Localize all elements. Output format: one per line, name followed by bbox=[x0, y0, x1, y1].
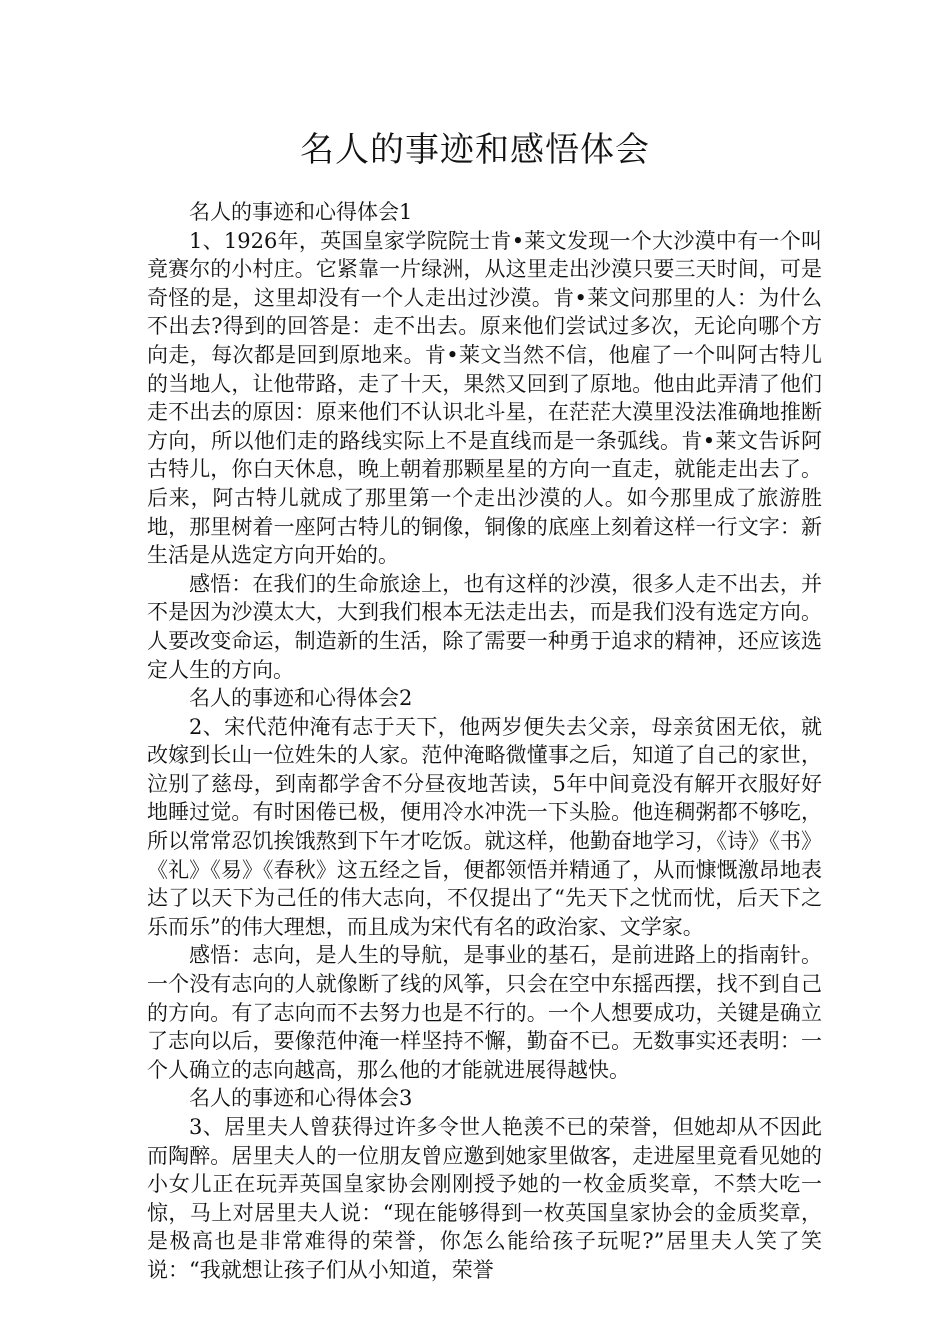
story-paragraph-2: 2、宋代范仲淹有志于天下，他两岁便失去父亲，母亲贫困无依，就改嫁到长山一位姓朱的人家。范仲淹略微懂事之后，知道了自己的家世，泣别了慈母，到南都学舍不分昼夜地苦读，5年中间竟没有解开衣服好好地睡过觉。有时困倦已极，便用冷水冲洗一下头脸。他连稠粥都不够吃，所以常常忍饥挨饿熬到下午才吃饭。就这样，他勤奋地学习，《诗》《书》《礼》《易》《春秋》这五经之旨，便都领悟并精通了，从而慷慨激昂地表达了以天下为己任的伟大志向，不仅提出了“先天下之忧而忧，后天下之乐而乐”的伟大理想，而且成为宋代有名的政治家、文学家。 bbox=[147, 714, 822, 939]
insight-paragraph-2: 感悟：志向，是人生的导航，是事业的基石，是前进路上的指南针。一个没有志向的人就像断了线的风筝，只会在空中东摇西摆，找不到自己的方向。有了志向而不去努力也是不行的。一个人想要成功，关键是确立了志向以后，要像范仲淹一样坚持不懈，勤奋不已。无数事实还表明：一个人确立的志向越高，那么他的才能就进展得越快。 bbox=[147, 943, 822, 1082]
document-title: 名人的事迹和感悟体会 bbox=[300, 130, 650, 170]
section-heading-1: 名人的事迹和心得体会1 bbox=[189, 200, 413, 224]
story-paragraph-3: 3、居里夫人曾获得过许多令世人艳羡不已的荣誉，但她却从不因此而陶醉。居里夫人的一位朋友曾应邀到她家里做客，走进屋里竟看见她的小女儿正在玩弄英国皇家协会刚刚授予她的一枚金质奖章，不禁大吃一惊，马上对居里夫人说：“现在能够得到一枚英国皇家协会的金质奖章，是极高也是非常难得的荣誉，你怎么能给孩子玩呢?”居里夫人笑了笑说：“我就想让孩子们从小知道，荣誉 bbox=[147, 1115, 822, 1282]
section-heading-2: 名人的事迹和心得体会2 bbox=[189, 686, 413, 711]
document-body bbox=[147, 198, 822, 1285]
story-paragraph-1: 1、1926年，英国皇家学院院士肯•莱文发现一个大沙漠中有一个叫竟赛尔的小村庄。它紧靠一片绿洲，从这里走出沙漠只要三天时间，可是奇怪的是，这里却没有一个人走出过沙漠。肯•莱文问那里的人：为什么不出去?得到的回答是：走不出去。原来他们尝试过多次，无论向哪个方向走，每次都是回到原地来。肯•莱文当然不信，他雇了一个叫阿古特儿的当地人，让他带路，走了十天，果然又回到了原地。他由此弄清了他们走不出去的原因：原来他们不认识北斗星，在茫茫大漠里没法准确地推断方向，所以他们走的路线实际上不是直线而是一条弧线。肯•莱文告诉阿古特儿，你白天休息，晚上朝着那颗星星的方向一直走，就能走出去了。后来，阿古特儿就成了那里第一个走出沙漠的人。如今那里成了旅游胜地，那里树着一座阿古特儿的铜像，铜像的底座上刻着这样一行文字：新生活是从选定方向开始的。 bbox=[147, 228, 822, 568]
section-heading-3: 名人的事迹和心得体会3 bbox=[189, 1086, 413, 1111]
insight-paragraph-1: 感悟：在我们的生命旅途上，也有这样的沙漠，很多人走不出去，并不是因为沙漠太大，大到我们根本无法走出去，而是我们没有选定方向。人要改变命运，制造新的生活，除了需要一种勇于追求的精神，还应该选定人生的方向。 bbox=[147, 571, 822, 682]
